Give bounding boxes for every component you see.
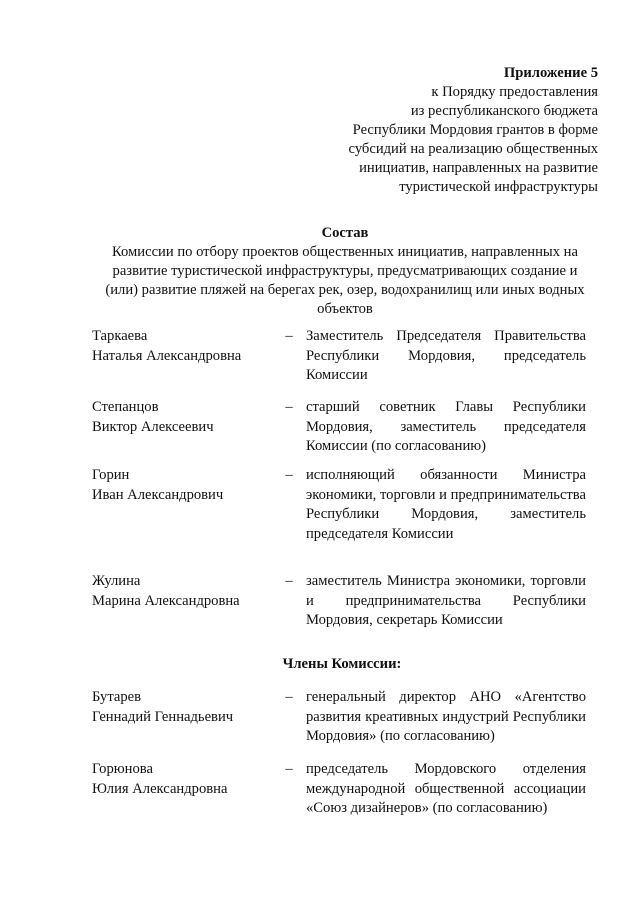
appendix-line: из республиканского бюджета bbox=[410, 103, 598, 119]
dash-separator: – bbox=[285, 328, 293, 344]
member-fullname bbox=[92, 688, 277, 727]
member-surname: Горюнова bbox=[92, 761, 153, 777]
member-role: старший советник Главы Республики Мордовия, заместитель председателя Комиссии (по согласованию) bbox=[306, 399, 586, 454]
commission-heading bbox=[88, 224, 602, 319]
dash-separator: – bbox=[285, 689, 293, 705]
appendix-block bbox=[268, 64, 598, 197]
member-role: Заместитель Председателя Правительства Республики Мордовия, председатель Комиссии bbox=[306, 328, 586, 383]
member-name: Иван Александрович bbox=[92, 486, 224, 503]
member-name: Виктор Алексеевич bbox=[92, 418, 214, 435]
member-surname: Таркаева bbox=[92, 328, 148, 344]
member-name: Геннадий Геннадьевич bbox=[92, 708, 234, 725]
appendix-line: инициатив, направленных на развитие bbox=[359, 160, 598, 176]
member-surname: Горин bbox=[92, 467, 130, 483]
member-surname: Бутарев bbox=[92, 689, 142, 705]
dash-separator: – bbox=[285, 573, 293, 589]
member-fullname bbox=[92, 572, 277, 611]
appendix-line: туристической инфраструктуры bbox=[399, 179, 598, 195]
appendix-line: Республики Мордовия грантов в форме bbox=[352, 122, 598, 138]
members-section-title: Члены Комиссии: bbox=[282, 656, 402, 672]
heading-line: Комиссии по отбору проектов общественных инициатив, направленных на bbox=[112, 244, 578, 260]
dash-separator: – bbox=[285, 467, 293, 483]
appendix-title: Приложение 5 bbox=[503, 65, 598, 81]
heading-line: (или) развитие пляжей на берегах рек, озер, водохранилищ или иных водных bbox=[105, 282, 585, 298]
member-surname: Жулина bbox=[92, 573, 141, 589]
member-role: исполняющий обязанности Министра экономики, торговли и предпринимательства Республики Мордовия, заместитель председателя Комиссии bbox=[306, 467, 586, 542]
member-role: заместитель Министра экономики, торговли и предпринимательства Республики Мордовия, секретарь Комиссии bbox=[306, 573, 586, 628]
heading-line: развитие туристической инфраструктуры, предусматривающих создание и bbox=[112, 263, 578, 279]
member-fullname bbox=[92, 760, 277, 799]
member-surname: Степанцов bbox=[92, 399, 159, 415]
member-name: Марина Александровна bbox=[92, 592, 240, 609]
member-name: Юлия Александровна bbox=[92, 780, 228, 797]
member-role: председатель Мордовского отделения международной общественной ассоциации «Союз дизайнеров» (по согласованию) bbox=[306, 761, 586, 816]
heading-line: объектов bbox=[317, 301, 373, 317]
dash-separator: – bbox=[285, 399, 293, 415]
member-name: Наталья Александровна bbox=[92, 347, 242, 364]
member-role: генеральный директор АНО «Агентство развития креативных индустрий Республики Мордовия» (по согласованию) bbox=[306, 689, 586, 744]
heading-title: Состав bbox=[321, 225, 369, 241]
member-fullname bbox=[92, 398, 277, 437]
member-fullname bbox=[92, 466, 277, 505]
member-fullname bbox=[92, 327, 277, 366]
dash-separator: – bbox=[285, 761, 293, 777]
appendix-line: субсидий на реализацию общественных bbox=[348, 141, 598, 157]
appendix-line: к Порядку предоставления bbox=[431, 84, 598, 100]
